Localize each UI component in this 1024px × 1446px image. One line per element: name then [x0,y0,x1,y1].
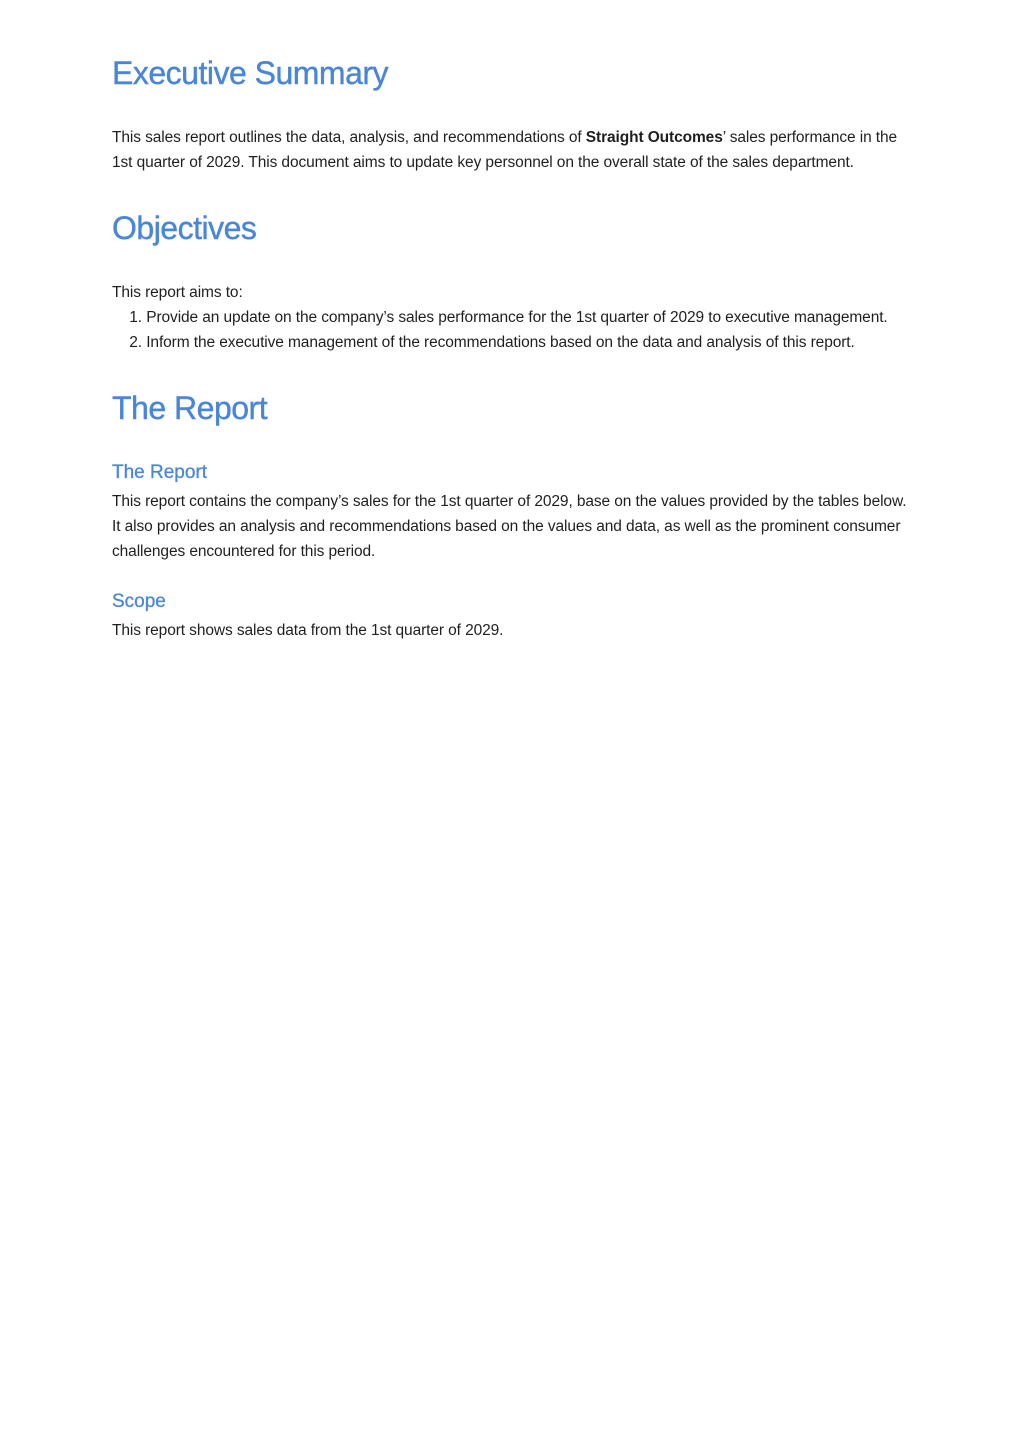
executive-summary-heading: Executive Summary [112,55,389,91]
objective-number: 2. [129,334,142,351]
company-name: Straight Outcomes [585,129,723,146]
the-report-text: This report contains the company’s sales for the 1st quarter of 2029, base on the values provided by the tables below. It also provides an analysis and recommendations based on the values and data, as well as the prominent consumer challenges encountered for this period. [112,493,907,560]
scope-text: This report shows sales data from the 1st quarter of 2029. [112,622,504,639]
objectives-heading: Objectives [112,210,257,246]
objectives-intro: This report aims to: [112,284,243,301]
objective-text: Provide an update on the company’s sales performance for the 1st quarter of 2029 to executive management. [146,309,888,326]
scope-subheading: Scope [112,591,166,612]
executive-summary-text [112,125,917,175]
summary-text-after: ’ sales performance in the 1st quarter of 2029. This document aims to update key personnel on the overall state of the sales department. [112,129,898,171]
objective-item [112,330,922,355]
summary-text-before: This sales report outlines the data, analysis, and recommendations of [112,129,586,146]
objective-item [112,305,922,330]
objectives-list [112,305,922,355]
the-report-subheading: The Report [112,462,208,483]
objective-text: Inform the executive management of the recommendations based on the data and analysis of this report. [146,334,855,351]
the-report-heading: The Report [112,390,268,426]
objective-number: 1. [129,309,142,326]
